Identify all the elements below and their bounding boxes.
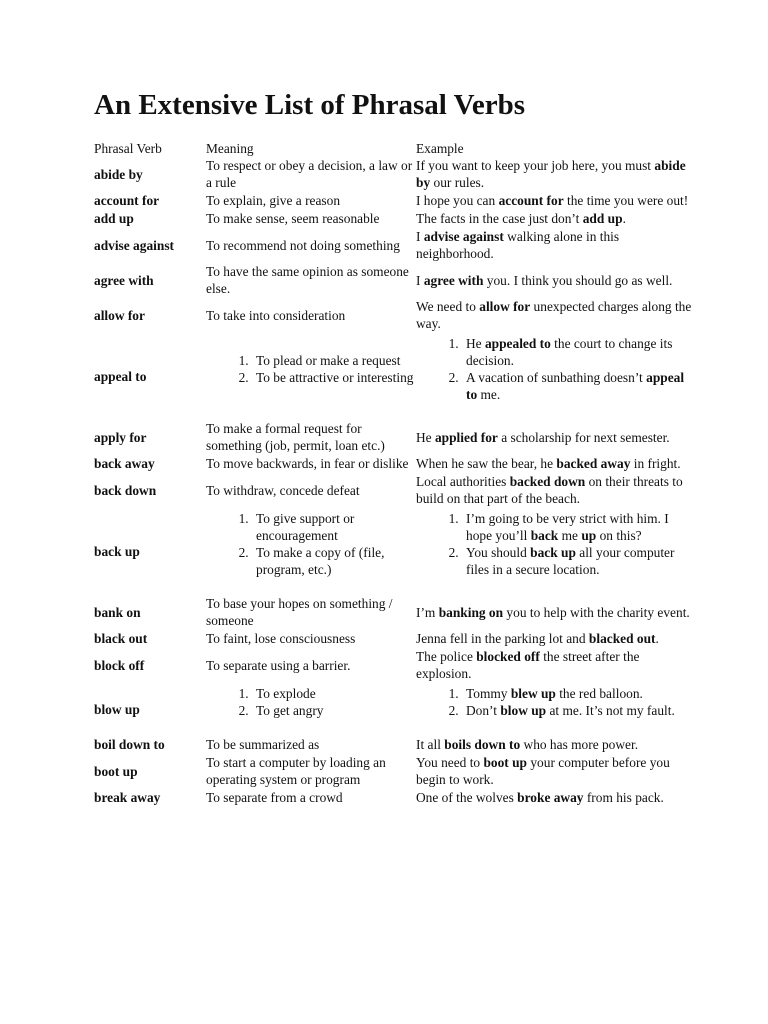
phrasal-verb-table <box>94 138 694 807</box>
highlighted-verb: account for <box>498 193 564 208</box>
table-body <box>94 157 694 807</box>
phrasal-verb-cell: boot up <box>94 763 138 779</box>
meaning-cell <box>206 683 416 736</box>
highlighted-verb: blew up <box>510 686 556 701</box>
meaning-item: 1. To plead or make a request <box>252 352 416 369</box>
phrasal-verb-cell: break away <box>94 790 161 805</box>
example-cell <box>416 630 694 648</box>
table-row <box>94 648 694 683</box>
meaning-cell <box>206 473 416 508</box>
example-text: on this? <box>596 528 642 543</box>
highlighted-verb: appeal to <box>466 370 685 402</box>
table-row <box>94 210 694 228</box>
example-item <box>462 685 694 702</box>
example-text: You need to <box>416 755 484 770</box>
meaning-list <box>206 685 416 719</box>
example-text: the time you were out! <box>563 193 689 208</box>
highlighted-verb: advise against <box>423 229 504 244</box>
example-text: You should <box>466 545 531 560</box>
highlighted-verb: back <box>530 528 559 543</box>
example-text: We need to <box>416 299 480 314</box>
phrasal-verb-cell: abide by <box>94 166 143 182</box>
header-meaning: Meaning <box>206 141 254 156</box>
highlighted-verb: agree with <box>423 272 484 288</box>
table-row <box>94 683 694 736</box>
phrasal-verb-cell: back up <box>94 543 140 559</box>
meaning-text: To recommend not doing something <box>206 237 400 253</box>
meaning-cell <box>206 648 416 683</box>
phrasal-verb-cell: appeal to <box>94 368 147 384</box>
highlighted-verb: allow for <box>479 299 531 314</box>
highlighted-verb: applied for <box>434 429 498 445</box>
example-text: in fright. <box>630 456 681 471</box>
example-cell <box>416 192 694 210</box>
table-row <box>94 263 694 298</box>
example-text: I hope you can <box>416 193 499 208</box>
example-text: The police <box>416 649 477 664</box>
meaning-text: To withdraw, concede defeat <box>206 482 360 498</box>
meaning-cell <box>206 333 416 420</box>
document-page <box>94 88 694 807</box>
table-row <box>94 455 694 473</box>
highlighted-verb: abide by <box>416 158 686 190</box>
example-text: on their threats to build on that part of the beach. <box>416 474 683 506</box>
highlighted-verb: boot up <box>483 755 528 770</box>
example-text: I’m going to be very strict with him. I hope you’ll <box>466 511 669 543</box>
highlighted-verb: blacked out <box>588 631 656 646</box>
example-text: It all <box>416 737 445 752</box>
example-text: the court to change its decision. <box>466 336 673 368</box>
example-text: If you want to keep your job here, you must <box>416 158 655 173</box>
example-text: He <box>466 336 485 351</box>
table-row <box>94 473 694 508</box>
meaning-text: To separate from a crowd <box>206 790 343 805</box>
example-text: Tommy <box>466 686 511 701</box>
example-list <box>416 685 694 719</box>
table-row <box>94 508 694 595</box>
example-cell <box>416 648 694 683</box>
table-row <box>94 736 694 754</box>
example-cell <box>416 157 694 192</box>
example-text: you to help with the charity event. <box>503 604 690 620</box>
example-cell <box>416 210 694 228</box>
example-text: me <box>558 528 582 543</box>
table-row <box>94 420 694 455</box>
table-row <box>94 157 694 192</box>
meaning-cell <box>206 263 416 298</box>
meaning-cell <box>206 630 416 648</box>
phrasal-verb-cell: blow up <box>94 701 140 717</box>
example-cell <box>416 736 694 754</box>
meaning-item: 2. To make a copy of (file, program, etc.) <box>252 544 416 578</box>
example-text: . <box>622 211 626 226</box>
meaning-cell <box>206 736 416 754</box>
example-item <box>462 702 694 719</box>
meaning-cell <box>206 420 416 455</box>
example-text: the red balloon. <box>555 686 643 701</box>
example-item <box>462 510 694 544</box>
meaning-item: 2. To get angry <box>252 702 416 719</box>
phrasal-verb-cell: allow for <box>94 307 145 323</box>
table-row <box>94 595 694 630</box>
example-cell <box>416 789 694 807</box>
meaning-cell <box>206 754 416 789</box>
example-text: Local authorities <box>416 474 510 489</box>
phrasal-verb-cell: agree with <box>94 272 154 288</box>
phrasal-verb-cell: block off <box>94 657 145 673</box>
table-row <box>94 228 694 263</box>
example-text: your computer before you begin to work. <box>416 755 670 787</box>
example-cell <box>416 420 694 455</box>
meaning-item: 1. To explode <box>252 685 416 702</box>
highlighted-verb: banking on <box>438 604 504 620</box>
phrasal-verb-cell: black out <box>94 631 148 646</box>
example-text: unexpected charges along the way. <box>416 299 692 331</box>
example-text: I <box>416 229 424 244</box>
example-text: at me. It’s not my fault. <box>546 703 675 718</box>
example-text: One of the wolves <box>416 790 518 805</box>
example-cell <box>416 473 694 508</box>
example-cell <box>416 228 694 263</box>
highlighted-verb: backed down <box>509 474 586 489</box>
phrasal-verb-cell: apply for <box>94 429 147 445</box>
meaning-list <box>206 352 416 386</box>
meaning-text: To take into consideration <box>206 307 346 323</box>
example-item <box>462 544 694 578</box>
table-row <box>94 333 694 420</box>
meaning-text: To be summarized as <box>206 737 320 752</box>
meaning-text: To separate using a barrier. <box>206 657 351 673</box>
phrasal-verb-cell: back down <box>94 482 157 498</box>
example-text: a scholarship for next semester. <box>497 429 670 445</box>
highlighted-verb: back up <box>530 545 576 560</box>
example-text: our rules. <box>430 175 485 190</box>
table-header-row <box>94 138 694 157</box>
highlighted-verb: boils down to <box>444 737 521 752</box>
example-text: . <box>655 631 659 646</box>
header-phrasal-verb: Phrasal Verb <box>94 141 162 156</box>
meaning-cell <box>206 192 416 210</box>
meaning-text: To have the same opinion as someone else. <box>206 264 409 296</box>
example-item <box>462 335 694 369</box>
phrasal-verb-cell: account for <box>94 193 160 208</box>
example-text: from his pack. <box>583 790 664 805</box>
meaning-text: To explain, give a reason <box>206 193 341 208</box>
table-row <box>94 789 694 807</box>
highlighted-verb: blocked off <box>476 649 540 664</box>
example-text: When he saw the bear, he <box>416 456 557 471</box>
meaning-text: To make a formal request for something (job, permit, loan etc.) <box>206 421 385 453</box>
table-row <box>94 298 694 333</box>
meaning-text: To base your hopes on something / someone <box>206 596 393 628</box>
example-text: He <box>416 429 435 445</box>
meaning-cell <box>206 298 416 333</box>
example-text: me. <box>477 387 501 402</box>
example-text: all your computer files in a secure location. <box>466 545 675 577</box>
example-text: you. I think you should go as well. <box>483 272 673 288</box>
example-cell <box>416 754 694 789</box>
example-item <box>462 369 694 403</box>
example-cell <box>416 333 694 420</box>
example-text: Jenna fell in the parking lot and <box>416 631 589 646</box>
example-text: who has more power. <box>520 737 639 752</box>
example-list <box>416 510 694 578</box>
example-text: I’m <box>416 604 439 620</box>
phrasal-verb-cell: add up <box>94 211 134 226</box>
example-cell <box>416 508 694 595</box>
table-row <box>94 754 694 789</box>
phrasal-verb-cell: boil down to <box>94 737 165 752</box>
example-cell <box>416 595 694 630</box>
highlighted-verb: backed away <box>556 456 631 471</box>
meaning-cell <box>206 210 416 228</box>
meaning-text: To start a computer by loading an operating system or program <box>206 755 386 787</box>
example-text: The facts in the case just don’t <box>416 211 583 226</box>
meaning-text: To faint, lose consciousness <box>206 631 356 646</box>
example-cell <box>416 263 694 298</box>
meaning-list <box>206 510 416 578</box>
highlighted-verb: add up <box>582 211 623 226</box>
meaning-item: 2. To be attractive or interesting <box>252 369 416 386</box>
meaning-cell <box>206 595 416 630</box>
meaning-text: To move backwards, in fear or dislike <box>206 456 409 471</box>
example-text: the street after the explosion. <box>416 649 640 681</box>
example-text: walking alone in this neighborhood. <box>416 229 620 261</box>
page-title: An Extensive List of Phrasal Verbs <box>94 89 526 121</box>
header-example: Example <box>416 141 464 156</box>
example-text: I <box>416 272 424 288</box>
highlighted-verb: broke away <box>517 790 584 805</box>
meaning-cell <box>206 157 416 192</box>
meaning-cell <box>206 228 416 263</box>
highlighted-verb: blow up <box>500 703 547 718</box>
meaning-text: To make sense, seem reasonable <box>206 211 380 226</box>
example-cell <box>416 298 694 333</box>
meaning-cell <box>206 455 416 473</box>
example-cell <box>416 683 694 736</box>
table-row <box>94 192 694 210</box>
table-row <box>94 630 694 648</box>
meaning-item: 1. To give support or encouragement <box>252 510 416 544</box>
phrasal-verb-cell: back away <box>94 456 155 471</box>
example-text: Don’t <box>466 703 501 718</box>
meaning-cell <box>206 789 416 807</box>
meaning-text: To respect or obey a decision, a law or a rule <box>206 158 413 190</box>
phrasal-verb-cell: advise against <box>94 237 174 253</box>
example-text: A vacation of sunbathing doesn’t <box>466 370 647 385</box>
highlighted-verb: up <box>581 528 597 543</box>
example-list <box>416 335 694 403</box>
meaning-cell <box>206 508 416 595</box>
phrasal-verb-cell: bank on <box>94 604 141 620</box>
example-cell <box>416 455 694 473</box>
highlighted-verb: appealed to <box>484 336 551 351</box>
